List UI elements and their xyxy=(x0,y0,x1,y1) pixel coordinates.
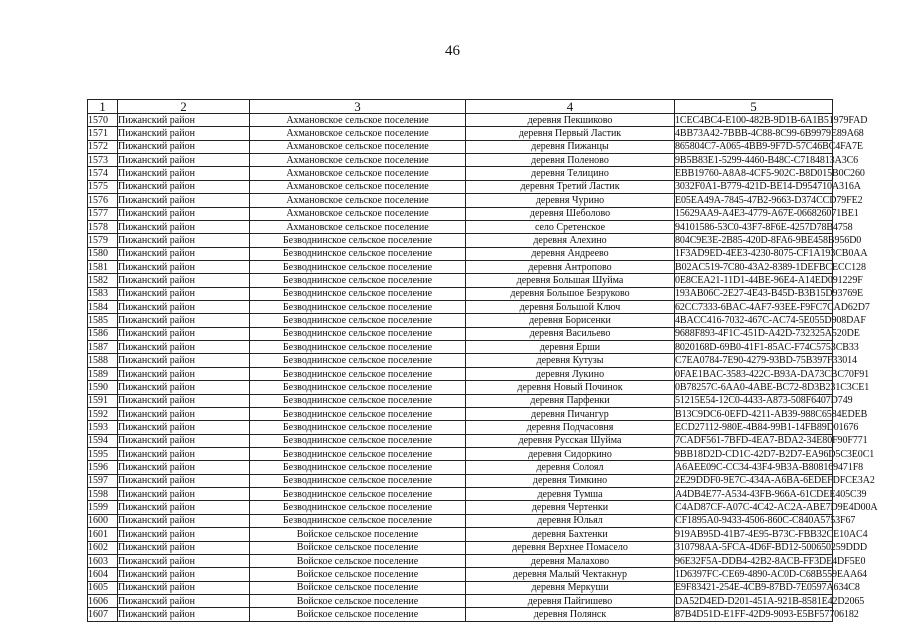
village-cell: деревня Бахтенки xyxy=(466,528,675,541)
village-cell: деревня Телицино xyxy=(466,167,675,180)
row-number: 1579 xyxy=(88,234,118,247)
row-number: 1581 xyxy=(88,260,118,273)
table-row xyxy=(88,367,833,380)
row-number: 1606 xyxy=(88,594,118,607)
table-header-row xyxy=(88,100,833,114)
settlement-cell: Ахмановское сельское поселение xyxy=(250,114,466,127)
village-cell: деревня Андреево xyxy=(466,247,675,260)
district-cell: Пижанский район xyxy=(118,421,250,434)
village-cell: деревня Тумша xyxy=(466,488,675,501)
village-cell: деревня Большой Ключ xyxy=(466,301,675,314)
district-cell: Пижанский район xyxy=(118,434,250,447)
row-number: 1570 xyxy=(88,114,118,127)
table-row xyxy=(88,341,833,354)
settlement-cell: Безводнинское сельское поселение xyxy=(250,461,466,474)
village-cell: деревня Малый Чектакнур xyxy=(466,568,675,581)
guid-cell: 51215E54-12C0-4433-A873-508F6407D749 xyxy=(675,395,853,407)
village-cell: деревня Алехино xyxy=(466,234,675,247)
district-cell: Пижанский район xyxy=(118,367,250,380)
village-cell: деревня Поленово xyxy=(466,154,675,167)
guid-cell: DA52D4ED-D201-451A-921B-8581E42D2065 xyxy=(675,595,865,607)
table-row xyxy=(88,461,833,474)
village-cell: деревня Подчасовня xyxy=(466,421,675,434)
table-row xyxy=(88,114,833,127)
guid-cell: CF1895A0-9433-4506-860C-C840A5753F67 xyxy=(675,515,856,527)
district-cell: Пижанский район xyxy=(118,341,250,354)
guid-cell: 0FAE1BAC-3583-422C-B93A-DA73CBC70F91 xyxy=(675,368,870,380)
village-cell: деревня Тимкино xyxy=(466,474,675,487)
settlement-cell: Безводнинское сельское поселение xyxy=(250,341,466,354)
guid-cell: 62CC7333-6BAC-4AF7-93EE-F9FC7CAD62D7 xyxy=(675,301,870,313)
column-header: 1 xyxy=(88,100,118,114)
table-row xyxy=(88,140,833,153)
table-row xyxy=(88,514,833,527)
table-row xyxy=(88,274,833,287)
table-row xyxy=(88,327,833,340)
column-header: 4 xyxy=(466,100,675,114)
guid-cell: 15629AA9-A4E3-4779-A67E-066826071BE1 xyxy=(675,208,859,220)
guid-cell: A6AEE09C-CC34-43F4-9B3A-B808169471F8 xyxy=(675,462,864,474)
village-cell: деревня Борисенки xyxy=(466,314,675,327)
row-number: 1582 xyxy=(88,274,118,287)
settlement-cell: Безводнинское сельское поселение xyxy=(250,274,466,287)
guid-cell: C7EA0784-7E90-4279-93BD-75B397F33014 xyxy=(675,355,857,367)
district-cell: Пижанский район xyxy=(118,474,250,487)
guid-cell: A4DB4E77-A534-43FB-966A-61CDEE405C39 xyxy=(675,488,867,500)
settlement-cell: Безводнинское сельское поселение xyxy=(250,474,466,487)
table-row xyxy=(88,287,833,300)
table-row xyxy=(88,608,833,621)
settlement-cell: Безводнинское сельское поселение xyxy=(250,354,466,367)
settlement-cell: Ахмановское сельское поселение xyxy=(250,127,466,140)
guid-cell: E05EA49A-7845-47B2-9663-D374CCD79FE2 xyxy=(675,194,863,206)
table-row xyxy=(88,180,833,193)
settlement-cell: Безводнинское сельское поселение xyxy=(250,314,466,327)
district-cell: Пижанский район xyxy=(118,488,250,501)
guid-cell: B02AC519-7C80-43A2-8389-1DEFBCECC128 xyxy=(675,261,866,273)
row-number: 1577 xyxy=(88,207,118,220)
row-number: 1599 xyxy=(88,501,118,514)
district-cell: Пижанский район xyxy=(118,154,250,167)
guid-cell: 87B4D51D-E1FF-42D9-9093-E5BF57706182 xyxy=(675,608,859,620)
village-cell: деревня Кутузы xyxy=(466,354,675,367)
row-number: 1597 xyxy=(88,474,118,487)
settlement-cell: Безводнинское сельское поселение xyxy=(250,447,466,460)
table-row xyxy=(88,234,833,247)
row-number: 1592 xyxy=(88,407,118,420)
district-cell: Пижанский район xyxy=(118,554,250,567)
guid-cell: C4AD87CF-A07C-4C42-AC2A-ABE7D9E4D00A xyxy=(675,502,878,514)
row-number: 1571 xyxy=(88,127,118,140)
settlement-cell: Войское сельское поселение xyxy=(250,594,466,607)
district-cell: Пижанский район xyxy=(118,314,250,327)
row-number: 1593 xyxy=(88,421,118,434)
village-cell: деревня Солоял xyxy=(466,461,675,474)
village-cell: деревня Пижанцы xyxy=(466,140,675,153)
table-row xyxy=(88,434,833,447)
guid-cell: 0B78257C-6AA0-4ABE-BC72-8D3B231C3CE1 xyxy=(675,381,870,393)
table-row xyxy=(88,501,833,514)
guid-cell: E9F83421-254E-4CB9-87BD-7E0597A634C8 xyxy=(675,582,860,594)
village-cell: деревня Чурино xyxy=(466,194,675,207)
table-row xyxy=(88,528,833,541)
table-row xyxy=(88,594,833,607)
settlement-cell: Безводнинское сельское поселение xyxy=(250,301,466,314)
row-number: 1578 xyxy=(88,220,118,233)
village-cell: село Сретенское xyxy=(466,220,675,233)
guid-cell: 9BB18D2D-CD1C-42D7-B2D7-EA96D5C3E0C1 xyxy=(675,448,875,460)
guid-cell: 1D6397FC-CE69-4890-AC0D-C68B559EAA64 xyxy=(675,568,867,580)
guid-cell: 2E29DDF0-9E7C-434A-A6BA-6EDEFDFCE3A2 xyxy=(675,475,875,487)
village-cell: деревня Пайгишево xyxy=(466,594,675,607)
village-cell: деревня Новый Починок xyxy=(466,381,675,394)
table-row xyxy=(88,554,833,567)
settlement-cell: Войское сельское поселение xyxy=(250,541,466,554)
row-number: 1588 xyxy=(88,354,118,367)
district-cell: Пижанский район xyxy=(118,194,250,207)
settlement-cell: Безводнинское сельское поселение xyxy=(250,247,466,260)
row-number: 1604 xyxy=(88,568,118,581)
village-cell: деревня Меркуши xyxy=(466,581,675,594)
table-row xyxy=(88,260,833,273)
guid-cell: B13C9DC6-0EFD-4211-AB39-988C6584EDEB xyxy=(675,408,868,420)
district-cell: Пижанский район xyxy=(118,247,250,260)
guid-cell: 94101586-53C0-43F7-8F6E-4257D78B4758 xyxy=(675,221,853,233)
row-number: 1594 xyxy=(88,434,118,447)
settlement-cell: Безводнинское сельское поселение xyxy=(250,514,466,527)
row-number: 1601 xyxy=(88,528,118,541)
settlement-cell: Войское сельское поселение xyxy=(250,554,466,567)
district-cell: Пижанский район xyxy=(118,447,250,460)
table-row xyxy=(88,314,833,327)
settlement-cell: Войское сельское поселение xyxy=(250,581,466,594)
table-row xyxy=(88,474,833,487)
village-cell: деревня Первый Ластик xyxy=(466,127,675,140)
guid-cell: 1F3AD9ED-4EE3-4230-8075-CF1A193CB0AA xyxy=(675,248,868,260)
row-number: 1602 xyxy=(88,541,118,554)
settlement-cell: Безводнинское сельское поселение xyxy=(250,287,466,300)
column-header: 5 xyxy=(675,100,833,114)
settlement-cell: Ахмановское сельское поселение xyxy=(250,180,466,193)
settlement-cell: Безводнинское сельское поселение xyxy=(250,394,466,407)
village-cell: деревня Малахово xyxy=(466,554,675,567)
table-row xyxy=(88,194,833,207)
settlement-cell: Безводнинское сельское поселение xyxy=(250,234,466,247)
table-row xyxy=(88,154,833,167)
settlement-cell: Войское сельское поселение xyxy=(250,528,466,541)
column-header: 2 xyxy=(118,100,250,114)
guid-cell: 9B5B83E1-5299-4460-B48C-C7184813A3C6 xyxy=(675,154,859,166)
row-number: 1572 xyxy=(88,140,118,153)
settlement-cell: Безводнинское сельское поселение xyxy=(250,421,466,434)
table-row xyxy=(88,568,833,581)
village-cell: деревня Шеболово xyxy=(466,207,675,220)
table-row xyxy=(88,301,833,314)
district-cell: Пижанский район xyxy=(118,260,250,273)
district-cell: Пижанский район xyxy=(118,234,250,247)
table-row xyxy=(88,167,833,180)
row-number: 1586 xyxy=(88,327,118,340)
row-number: 1596 xyxy=(88,461,118,474)
district-cell: Пижанский район xyxy=(118,180,250,193)
guid-cell: 1CEC4BC4-E100-482B-9D1B-6A1B51979FAD xyxy=(675,114,868,126)
settlement-cell: Ахмановское сельское поселение xyxy=(250,154,466,167)
guid-cell: 3032F0A1-B779-421D-BE14-D954710A316A xyxy=(675,181,861,193)
village-cell: деревня Большое Безруково xyxy=(466,287,675,300)
guid-cell: ECD27112-980E-4B84-99B1-14FB89D01676 xyxy=(675,421,859,433)
village-cell: деревня Антропово xyxy=(466,260,675,273)
district-cell: Пижанский район xyxy=(118,287,250,300)
district-cell: Пижанский район xyxy=(118,528,250,541)
district-cell: Пижанский район xyxy=(118,127,250,140)
table-row xyxy=(88,220,833,233)
guid-cell: 919AB95D-41B7-4E95-B73C-FBB32CE10AC4 xyxy=(675,528,868,540)
row-number: 1589 xyxy=(88,367,118,380)
guid-cell: EBB19760-A8A8-4CF5-902C-B8D015B0C260 xyxy=(675,168,865,180)
district-cell: Пижанский район xyxy=(118,541,250,554)
district-cell: Пижанский район xyxy=(118,514,250,527)
district-cell: Пижанский район xyxy=(118,274,250,287)
table-row xyxy=(88,447,833,460)
table-row xyxy=(88,381,833,394)
row-number: 1585 xyxy=(88,314,118,327)
village-cell: деревня Пекшиково xyxy=(466,114,675,127)
district-cell: Пижанский район xyxy=(118,594,250,607)
row-number: 1605 xyxy=(88,581,118,594)
settlement-cell: Безводнинское сельское поселение xyxy=(250,381,466,394)
district-cell: Пижанский район xyxy=(118,167,250,180)
guid-cell: 4BACC416-7032-467C-AC74-5E055D908DAF xyxy=(675,315,866,327)
column-header: 3 xyxy=(250,100,466,114)
district-cell: Пижанский район xyxy=(118,301,250,314)
district-cell: Пижанский район xyxy=(118,354,250,367)
table-row xyxy=(88,247,833,260)
row-number: 1591 xyxy=(88,394,118,407)
row-number: 1573 xyxy=(88,154,118,167)
row-number: 1574 xyxy=(88,167,118,180)
row-number: 1590 xyxy=(88,381,118,394)
table-row xyxy=(88,407,833,420)
guid-cell: 804C9E3E-2B85-420D-8FA6-9BE458B956D0 xyxy=(675,234,862,246)
row-number: 1576 xyxy=(88,194,118,207)
page-number: 46 xyxy=(445,43,460,59)
village-cell: деревня Полянск xyxy=(466,608,675,621)
village-cell: деревня Большая Шуйма xyxy=(466,274,675,287)
settlement-cell: Войское сельское поселение xyxy=(250,608,466,621)
district-cell: Пижанский район xyxy=(118,114,250,127)
settlement-cell: Безводнинское сельское поселение xyxy=(250,501,466,514)
settlement-cell: Ахмановское сельское поселение xyxy=(250,167,466,180)
village-cell: деревня Третий Ластик xyxy=(466,180,675,193)
settlement-cell: Безводнинское сельское поселение xyxy=(250,488,466,501)
row-number: 1575 xyxy=(88,180,118,193)
guid-cell: 96E32F5A-DDB4-42B2-8ACB-FF3DE4DF5E0 xyxy=(675,555,866,567)
district-cell: Пижанский район xyxy=(118,394,250,407)
guid-cell: 0E8CEA21-11D1-44BE-96E4-A14ED091229F xyxy=(675,274,863,286)
row-number: 1595 xyxy=(88,447,118,460)
district-cell: Пижанский район xyxy=(118,381,250,394)
village-cell: деревня Лукино xyxy=(466,367,675,380)
table-row xyxy=(88,207,833,220)
settlement-cell: Безводнинское сельское поселение xyxy=(250,260,466,273)
district-cell: Пижанский район xyxy=(118,608,250,621)
village-cell: деревня Верхнее Помасело xyxy=(466,541,675,554)
village-cell: деревня Русская Шуйма xyxy=(466,434,675,447)
row-number: 1583 xyxy=(88,287,118,300)
table-row xyxy=(88,581,833,594)
district-cell: Пижанский район xyxy=(118,140,250,153)
village-cell: деревня Пичангур xyxy=(466,407,675,420)
row-number: 1580 xyxy=(88,247,118,260)
settlement-cell: Безводнинское сельское поселение xyxy=(250,327,466,340)
settlement-cell: Войское сельское поселение xyxy=(250,568,466,581)
row-number: 1603 xyxy=(88,554,118,567)
settlements-table xyxy=(87,99,878,622)
guid-cell: 8020168D-69B0-41F1-85AC-F74C5753CB33 xyxy=(675,341,859,353)
district-cell: Пижанский район xyxy=(118,327,250,340)
district-cell: Пижанский район xyxy=(118,568,250,581)
district-cell: Пижанский район xyxy=(118,461,250,474)
settlement-cell: Ахмановское сельское поселение xyxy=(250,207,466,220)
district-cell: Пижанский район xyxy=(118,207,250,220)
row-number: 1584 xyxy=(88,301,118,314)
district-cell: Пижанский район xyxy=(118,581,250,594)
row-number: 1607 xyxy=(88,608,118,621)
table-row xyxy=(88,541,833,554)
row-number: 1587 xyxy=(88,341,118,354)
guid-cell: 193AB06C-2E27-4E43-B45D-B3B15D93769E xyxy=(675,288,864,300)
table-row xyxy=(88,354,833,367)
district-cell: Пижанский район xyxy=(118,220,250,233)
table-row xyxy=(88,127,833,140)
settlement-cell: Ахмановское сельское поселение xyxy=(250,194,466,207)
guid-cell: 9688F893-4F1C-451D-A42D-732325A520DE xyxy=(675,328,860,340)
village-cell: деревня Ерши xyxy=(466,341,675,354)
village-cell: деревня Парфенки xyxy=(466,394,675,407)
village-cell: деревня Васильево xyxy=(466,327,675,340)
row-number: 1598 xyxy=(88,488,118,501)
settlement-cell: Безводнинское сельское поселение xyxy=(250,367,466,380)
settlement-cell: Безводнинское сельское поселение xyxy=(250,434,466,447)
table-body xyxy=(88,114,878,622)
table-row xyxy=(88,394,833,407)
village-cell: деревня Чертенки xyxy=(466,501,675,514)
guid-cell: 7CADF561-7BFD-4EA7-BDA2-34E80F90F771 xyxy=(675,435,868,447)
guid-cell: 4BB73A42-7BBB-4C88-8C99-6B9979E89A68 xyxy=(675,128,864,140)
settlement-cell: Ахмановское сельское поселение xyxy=(250,140,466,153)
guid-cell: 310798AA-5FCA-4D6F-BD12-500650259DDD xyxy=(675,542,867,554)
settlement-cell: Ахмановское сельское поселение xyxy=(250,220,466,233)
table-row xyxy=(88,488,833,501)
district-cell: Пижанский район xyxy=(118,407,250,420)
guid-cell: 865804C7-A065-4BB9-9F7D-57C46BC4FA7E xyxy=(675,141,863,153)
village-cell: деревня Сидоркино xyxy=(466,447,675,460)
table-row xyxy=(88,421,833,434)
row-number: 1600 xyxy=(88,514,118,527)
district-cell: Пижанский район xyxy=(118,501,250,514)
village-cell: деревня Юльял xyxy=(466,514,675,527)
settlement-cell: Безводнинское сельское поселение xyxy=(250,407,466,420)
